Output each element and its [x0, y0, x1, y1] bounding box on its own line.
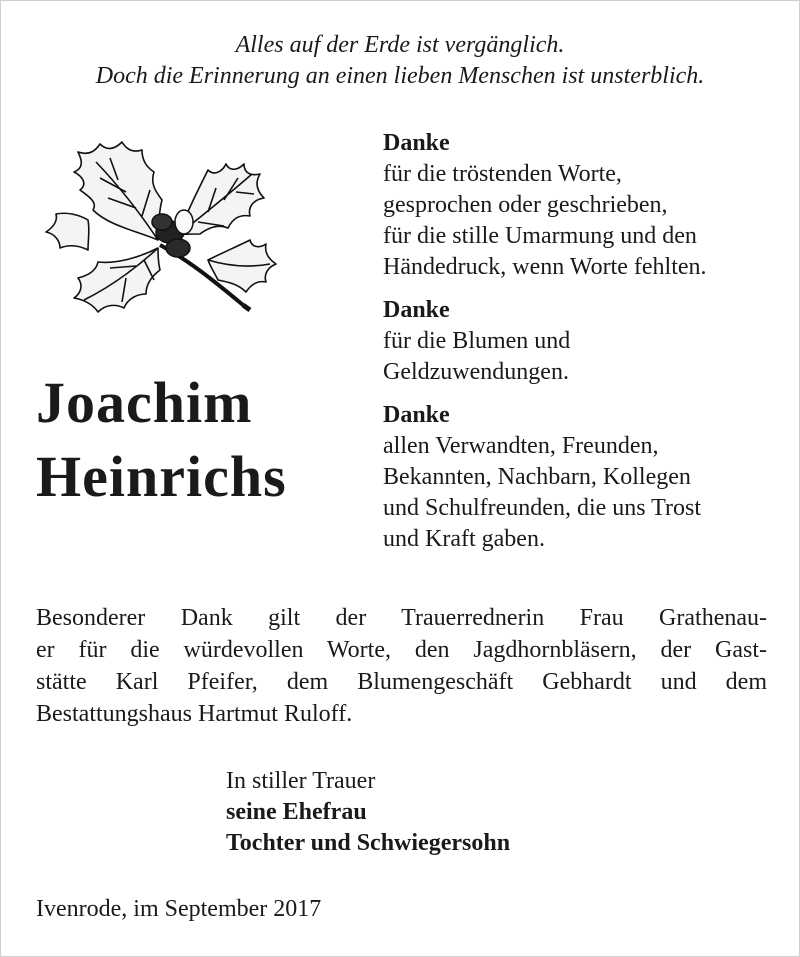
- thanks-block: [383, 128, 783, 283]
- last-name: Heinrichs: [36, 444, 287, 509]
- place-date: Ivenrode, im September 2017: [36, 896, 322, 922]
- motto-line-1: Alles auf der Erde ist vergänglich.: [235, 32, 565, 58]
- thanks-heading: Danke: [383, 130, 450, 156]
- thanks-line: für die tröstenden Worte,: [383, 161, 622, 187]
- paragraph-line: stätte Karl Pfeifer, dem Blumengeschäft Gebhardt und dem: [36, 669, 767, 695]
- motto: [0, 30, 800, 92]
- mourning-intro: In stiller Trauer: [226, 768, 376, 794]
- mourner-line: seine Ehefrau: [226, 799, 367, 825]
- thanks-line: allen Verwandten, Freunden,: [383, 433, 659, 459]
- mourner-line: Tochter und Schwiegersohn: [226, 830, 511, 856]
- thanks-heading: Danke: [383, 297, 450, 323]
- special-thanks-paragraph: [36, 602, 767, 730]
- paragraph-line: Bestattungshaus Hartmut Ruloff.: [36, 701, 353, 727]
- thanks-line: gesprochen oder geschrieben,: [383, 192, 668, 218]
- thanks-line: Bekannten, Nachbarn, Kollegen: [383, 464, 691, 490]
- thanks-line: für die stille Umarmung und den: [383, 223, 697, 249]
- thanks-line: und Schulfreunden, die uns Trost: [383, 495, 701, 521]
- paragraph-line: er für die würdevollen Worte, den Jagdhornbläsern, der Gast-: [36, 637, 767, 663]
- mourners-signature: [226, 766, 510, 859]
- thanks-line: Händedruck, wenn Worte fehlten.: [383, 254, 707, 280]
- thanks-heading: Danke: [383, 402, 450, 428]
- deceased-name: [36, 366, 287, 514]
- thanks-section: [383, 128, 783, 567]
- thanks-block: [383, 400, 783, 555]
- oak-leaves-acorns-icon: [38, 130, 288, 315]
- thanks-line: Geldzuwendungen.: [383, 359, 569, 385]
- first-name: Joachim: [36, 370, 253, 435]
- thanks-line: für die Blumen und: [383, 328, 571, 354]
- thanks-block: [383, 295, 783, 388]
- thanks-line: und Kraft gaben.: [383, 526, 545, 552]
- paragraph-line: Besonderer Dank gilt der Trauerrednerin Frau Grathenau-: [36, 605, 767, 631]
- motto-line-2: Doch die Erinnerung an einen lieben Menschen ist unsterblich.: [95, 63, 705, 89]
